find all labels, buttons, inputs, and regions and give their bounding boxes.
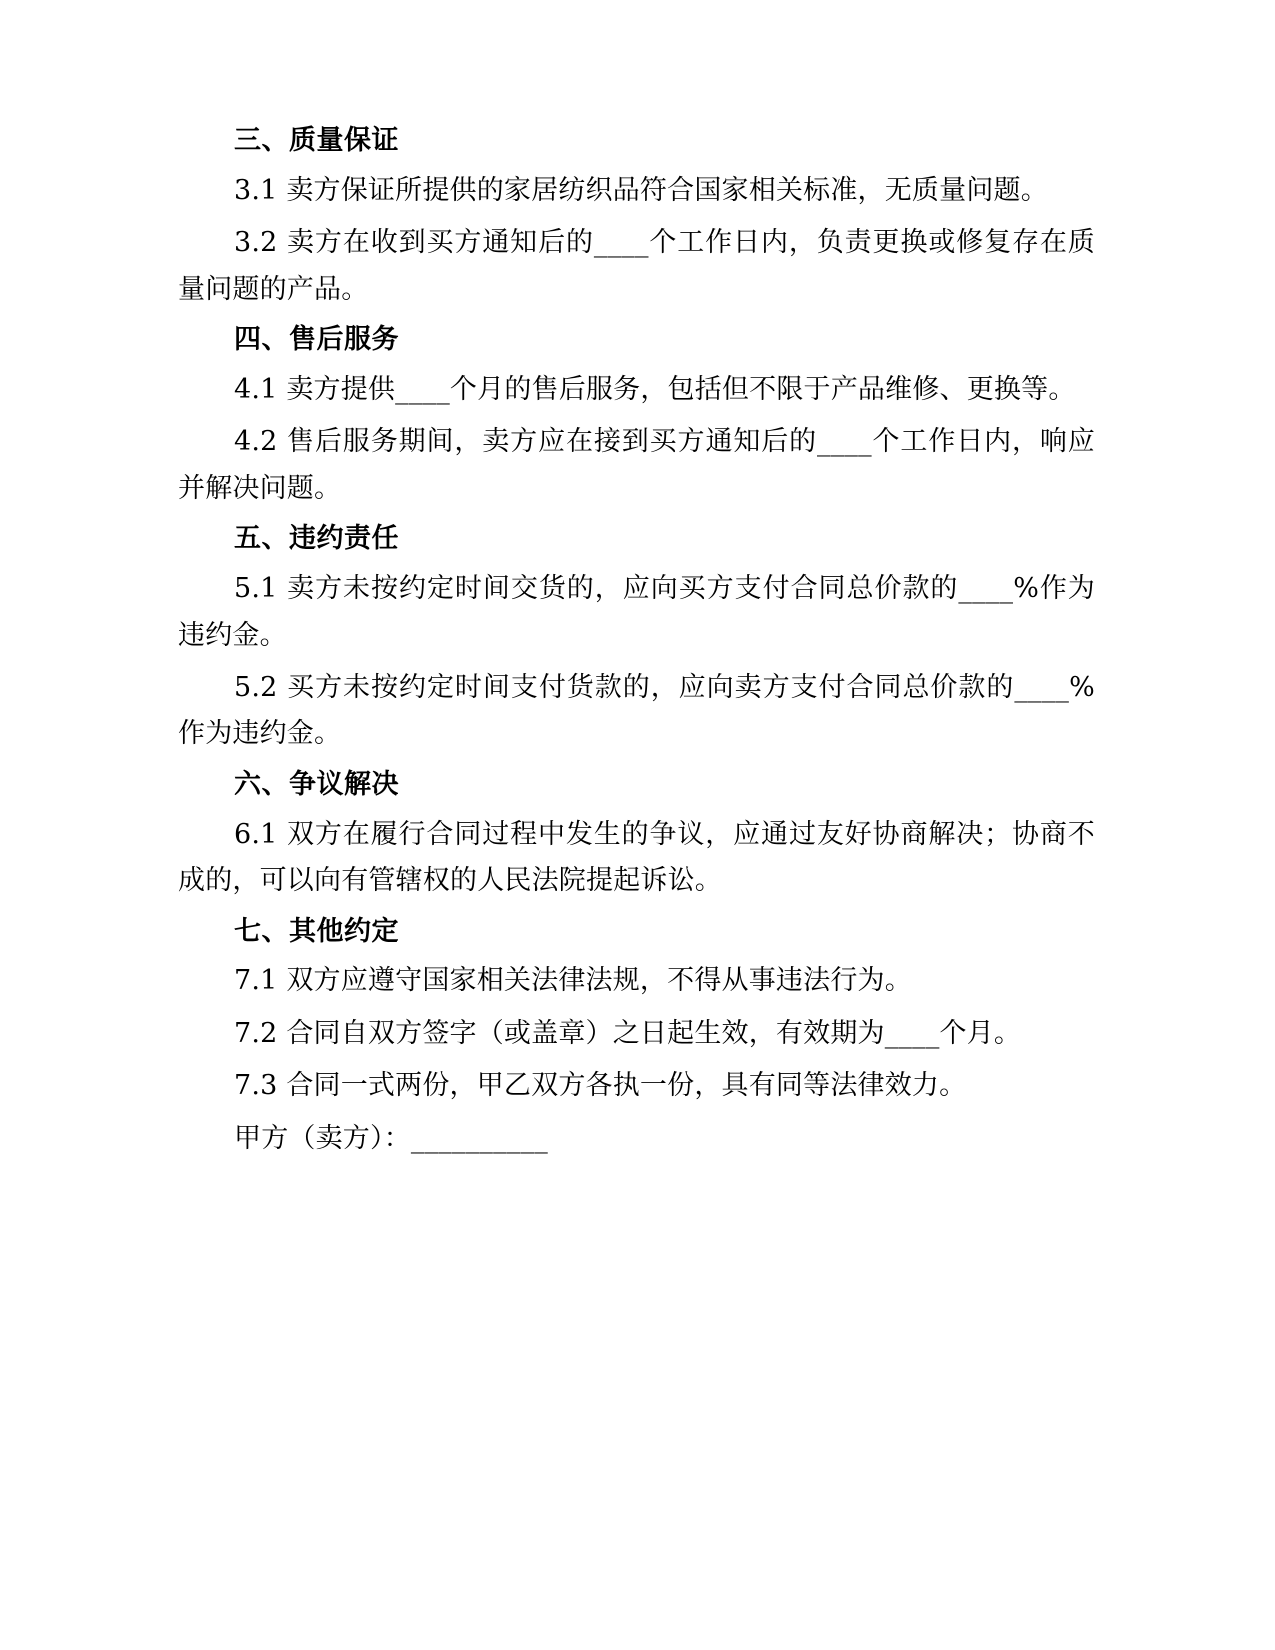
clause-5-1: 5.1 卖方未按约定时间交货的，应向买方支付合同总价款的____%作为违约金。 (178, 573, 1095, 651)
clause-4-2: 4.2 售后服务期间，卖方应在接到买方通知后的____个工作日内，响应并解决问题。 (178, 426, 1095, 504)
section-breach-liability (178, 518, 1095, 758)
section-heading: 四、售后服务 (234, 324, 399, 356)
signature-line-seller: 甲方（卖方）：__________ (234, 1122, 548, 1154)
section-heading: 三、质量保证 (234, 125, 399, 156)
clause-7-3: 7.3 合同一式两份，甲乙双方各执一份，具有同等法律效力。 (234, 1070, 967, 1102)
section-quality-assurance (178, 120, 1095, 313)
section-heading: 五、违约责任 (234, 523, 399, 555)
clause-3-2: 3.2 卖方在收到买方通知后的____个工作日内，负责更换或修复存在质量问题的产品。 (178, 227, 1095, 305)
section-heading: 七、其他约定 (234, 915, 399, 947)
clause-6-1: 6.1 双方在履行合同过程中发生的争议，应通过友好协商解决；协商不成的，可以向有管辖权的人民法院提起诉讼。 (178, 818, 1095, 897)
clause-5-2: 5.2 买方未按约定时间支付货款的，应向卖方支付合同总价款的____%作为违约金。 (178, 672, 1095, 750)
section-after-sales-service (178, 319, 1095, 512)
clause-7-2: 7.2 合同自双方签字（或盖章）之日起生效，有效期为____个月。 (234, 1017, 1022, 1049)
clause-3-1: 3.1 卖方保证所提供的家居纺织品符合国家相关标准，无质量问题。 (234, 174, 1048, 206)
clause-7-1: 7.1 双方应遵守国家相关法律法规，不得从事违法行为。 (234, 965, 912, 997)
document-body (178, 120, 1095, 1162)
section-dispute-resolution (178, 764, 1095, 905)
section-heading: 六、争议解决 (234, 768, 399, 800)
section-other-agreements (178, 911, 1095, 1110)
clause-4-1: 4.1 卖方提供____个月的售后服务，包括但不限于产品维修、更换等。 (234, 374, 1076, 405)
